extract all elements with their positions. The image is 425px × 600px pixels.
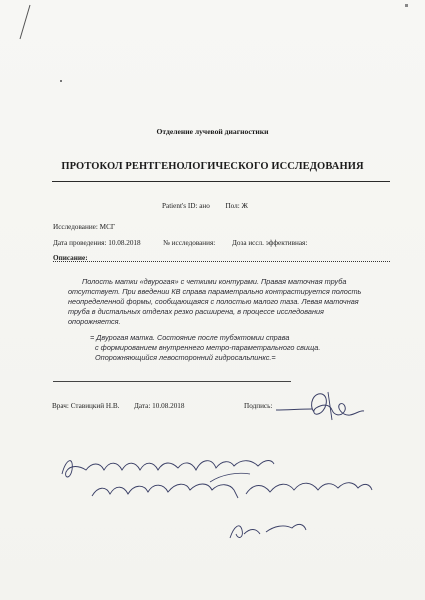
conclusion-line: Опорожняющийся левосторонний гидросальпинкс.= <box>95 353 276 363</box>
patient-id-value: ано <box>199 202 210 210</box>
study-type-row <box>53 223 115 231</box>
sign-date-value: 10.08.2018 <box>152 402 185 410</box>
sex-value: Ж <box>241 202 248 210</box>
patient-id-row <box>162 202 248 210</box>
signature-scribble <box>270 384 370 426</box>
patient-id-label: Patient's ID: <box>162 202 198 210</box>
conclusion-line: = Двурогая матка. Состояние после тубэктомии справа <box>90 333 290 342</box>
page-title: ПРОТОКОЛ РЕНТГЕНОЛОГИЧЕСКОГО ИССЛЕДОВАНИЯ <box>61 161 364 172</box>
title-divider <box>52 181 390 182</box>
study-number-label: № исследования: <box>163 239 216 247</box>
description-text <box>68 277 361 327</box>
study-date-row <box>53 239 141 247</box>
corner-pen-mark <box>10 2 40 42</box>
study-date-label: Дата проведения: <box>53 239 107 247</box>
conclusion-line: с формированием внутреннего метро-параметрального свища. <box>95 343 321 353</box>
study-type-label: Исследование: <box>53 223 98 231</box>
doctor-label: Врач: <box>52 402 69 410</box>
description-line: отсутствует. При введении КВ справа параметрально контрастируется полость <box>68 287 362 297</box>
handwritten-note <box>60 448 400 548</box>
study-type-value: МСГ <box>99 223 116 231</box>
sign-date-label: Дата: <box>134 402 151 410</box>
study-date-value: 10.08.2018 <box>108 239 141 247</box>
speck-mark <box>60 80 62 82</box>
sex-label: Пол: <box>225 202 240 210</box>
dose-label: Доза иссл. эффективная: <box>232 239 308 247</box>
description-line: опорожняется. <box>68 317 121 327</box>
description-line: неопределенной формы, сообщающаяся с полостью малого таза. Левая маточная <box>68 297 359 307</box>
doctor-value: Ставицкий Н.В. <box>70 402 120 410</box>
speck-mark <box>405 4 408 7</box>
signature-label: Подпись: <box>244 402 273 410</box>
conclusion-text <box>90 333 320 363</box>
department-name: Отделение лучевой диагностики <box>156 127 269 136</box>
doctor-row <box>52 402 119 410</box>
conclusion-divider <box>53 381 291 382</box>
sign-date-row <box>134 402 184 410</box>
description-label: Описание: <box>53 254 88 262</box>
description-divider <box>53 261 390 262</box>
description-line: Полость матки «двурогая» с четкими контурами. Правая маточная труба <box>82 277 347 286</box>
description-line: труба в дистальных отделах резко расширена, в процессе исследования <box>68 307 324 317</box>
